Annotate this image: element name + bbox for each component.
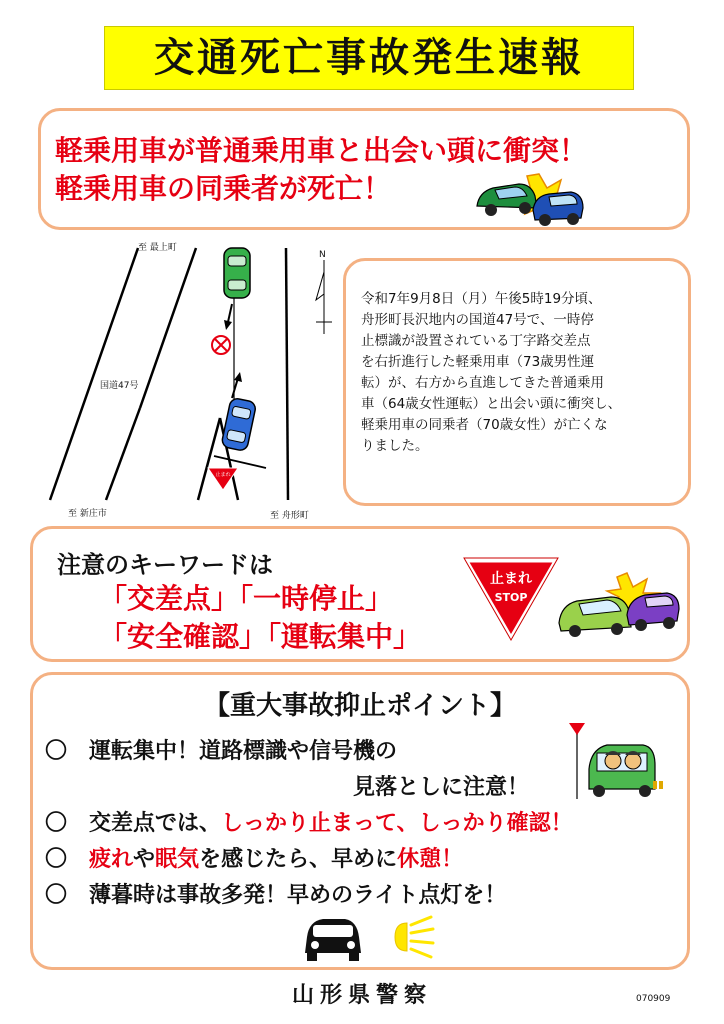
green-car-icon: [477, 184, 537, 216]
points-box: [30, 672, 690, 970]
point-3-text-e: 休憩！: [397, 847, 464, 872]
car-headlight-illustration: [299, 911, 439, 965]
point-3-text-a: 疲れ: [89, 847, 134, 872]
description-line: 軽乗用車の同乗者（70歳女性）が亡くな: [361, 417, 608, 433]
point-2-text-b: しっかり止まって、しっかり確認！: [221, 811, 573, 836]
map-label-road: 国道47号: [100, 381, 139, 391]
stop-sign-jp: 止まれ: [490, 571, 532, 587]
headline-line-1: 軽乗用車が普通乗用車と出会い頭に衝突！: [55, 134, 588, 167]
bullet-mark: 〇: [45, 883, 68, 908]
point-4: [45, 881, 506, 911]
keywords-box: [30, 526, 690, 662]
road-diagram: [38, 238, 338, 523]
car-crash-illustration: [555, 569, 681, 639]
headline-box: [38, 108, 690, 230]
description-line: を右折進行した軽乗用車（73歳男性運: [361, 354, 595, 370]
map-label-top: 至 最上町: [138, 243, 177, 253]
bullet-mark: 〇: [45, 739, 68, 764]
description-line: 車（64歳女性運転）と出会い頭に衝突し、: [361, 396, 622, 412]
point-1-text-a: 運転集中！道路標識や信号機の: [89, 739, 398, 764]
title-banner: [104, 26, 634, 90]
document-code: 070909: [636, 994, 671, 1004]
blue-car-icon: [533, 192, 583, 226]
north-label: N: [319, 250, 326, 260]
description-text: [361, 289, 687, 457]
map-label-bottom-right: 至 舟形町: [270, 511, 309, 521]
description-line: りました。: [361, 438, 429, 454]
point-2-text-a: 交差点では、: [89, 811, 222, 836]
point-2: [45, 809, 573, 839]
north-arrow-icon: [316, 260, 332, 334]
point-4-text: 薄暮時は事故多発！早めのライト点灯を！: [89, 883, 507, 908]
keywords-line-2: 「安全確認」「運転集中」: [99, 620, 422, 653]
point-3: [45, 845, 463, 875]
bullet-mark: 〇: [45, 811, 68, 836]
police-label: 山形県警察: [292, 983, 433, 1008]
collision-point-icon: [212, 336, 230, 354]
keywords-lead: 注意のキーワードは: [57, 551, 273, 579]
bullet-mark: 〇: [45, 847, 68, 872]
blue-car-top-view-icon: [221, 397, 257, 451]
small-stop-sign-text: 止まれ: [215, 472, 231, 478]
description-line: 令和7年9月8日（月）午後5時19分頃、: [361, 291, 602, 307]
description-box: [343, 258, 691, 506]
page-title: 交通死亡事故発生速報: [154, 35, 584, 81]
point-3-text-c: 眠気: [155, 847, 200, 872]
point-3-text-d: を感じたら、早めに: [199, 847, 398, 872]
point-3-text-b: や: [133, 847, 156, 872]
point-1: [45, 737, 397, 767]
collision-illustration: [469, 166, 587, 226]
sleepy-driver-illustration: [567, 719, 667, 803]
stop-sign-icon: [463, 557, 559, 641]
headline-line-2: 軽乗用車の同乗者が死亡！: [55, 172, 392, 205]
point-1-continued: [353, 773, 529, 803]
points-title: 【重大事故抑止ポイント】: [203, 691, 516, 721]
description-line: 止標識が設置されている丁字路交差点: [361, 333, 591, 349]
map-label-bottom-left: 至 新庄市: [68, 509, 107, 519]
accident-map: [38, 238, 338, 523]
description-line: 舟形町長沢地内の国道47号で、一時停: [361, 312, 594, 328]
point-1-text-b: 見落としに注意！: [353, 775, 530, 800]
green-car-top-view-icon: [224, 248, 250, 298]
description-line: 転）が、右方から直進してきた普通乗用: [361, 375, 604, 391]
light-green-car-icon: [559, 597, 631, 637]
keywords-line-1: 「交差点」「一時停止」: [99, 582, 394, 615]
stop-sign-en: STOP: [494, 591, 528, 604]
